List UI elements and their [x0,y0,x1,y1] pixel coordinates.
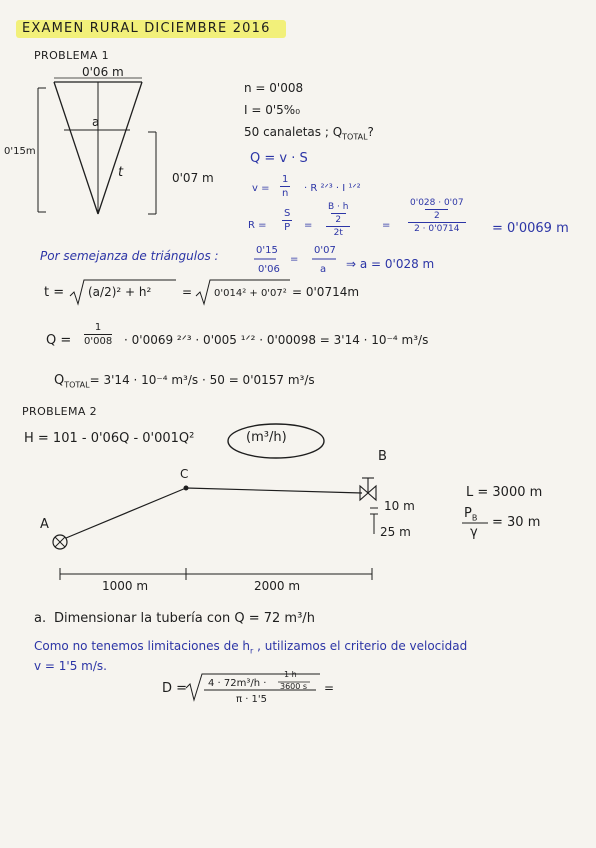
part-a-label: a. [34,611,47,626]
d-line-num: 4 · 72m³/h · [208,678,267,689]
given-question: 50 canaletas ; $Q_{TOTAL}$? [244,125,374,142]
formula-v-frac: 1 n [282,174,289,199]
d-line-lhs: D = [162,681,188,696]
t-line-result: = 0'0714m [292,285,360,299]
given-i: I = 0'5%₀ [244,103,301,117]
t-line-lhs: t = [44,285,65,300]
formula-q: Q = v · S [250,151,308,166]
t-line-radicand1: (a/2)² + h² [88,285,152,299]
formula-r-sp: S P [284,208,291,233]
similarity-text: Por semejanza de triángulos : [40,249,219,263]
q-line-frac: 1 0'008 [84,322,113,347]
formula-v-lhs: v = [252,183,270,194]
similarity-result: ⇒ a = 0'028 m [346,257,435,271]
similarity-eq: = [290,254,299,265]
d-line-den: π · 1'5 [236,694,268,705]
node-a-label: A [40,517,49,532]
note-line-1: Como no tenemos limitaciones de $h_r$ , utilizamos el criterio de velocidad [34,639,468,656]
similarity-f2-den: a [320,264,327,275]
pump-equation: H = 101 - 0'06Q - 0'001Q² [24,431,195,446]
page-title: EXAMEN RURAL DICIEMBRE 2016 [22,21,271,36]
problem1-heading: PROBLEMA 1 [34,49,110,62]
distance-2000m: 2000 m [254,579,301,593]
node-c-label: C [180,467,189,481]
problem2-heading: PROBLEMA 2 [22,405,98,418]
distance-1000m: 1000 m [102,579,149,593]
height-label: 0'15m [4,146,36,157]
t-line-eq: = [182,285,193,299]
q-line-rhs: · 0'0069 ²ᐟ³ · 0'005 ¹ᐟ² · 0'00098 = 3'14 · 10⁻⁴ m³/s [124,333,429,347]
d-line-num-frac-bot: 3600 s [280,682,308,691]
t-line-radicand2: 0'014² + 0'07² [214,288,287,299]
pb-numerator: $P_B$ [464,506,478,523]
note-line-2: v = 1'5 m/s. [34,659,107,673]
similarity-f1-num: 0'15 [256,245,278,256]
d-line-num-frac-top: 1 h [284,670,297,679]
d-line-eq: = [324,681,335,695]
q-line-lhs: Q = [46,333,72,348]
top-width-label: 0'06 m [82,65,124,79]
pump-equation-unit: (m³/h) [246,430,287,445]
height-10m: 10 m [384,499,415,513]
pb-value: = 30 m [492,515,541,530]
height-25m: 25 m [380,525,411,539]
t-label: t [118,165,124,180]
formula-r-result: = 0'0069 m [492,221,569,236]
similarity-f2-num: 0'07 [314,245,336,256]
formula-r-bh: B · h 2 2t [328,202,349,238]
formula-v-rhs: · R ²ᐟ³ · I ¹ᐟ² [304,183,361,194]
formula-r-eq2: = [382,220,391,231]
node-b-label: B [378,449,387,464]
formula-r-values: 0'028 · 0'07 2 2 · 0'0714 [410,198,464,234]
given-n: n = 0'008 [244,81,304,95]
pb-denominator: γ [470,525,478,540]
part-a-text: Dimensionar la tubería con Q = 72 m³/h [54,611,315,626]
formula-r-eq: = [304,220,313,231]
similarity-f1-den: 0'06 [258,264,280,275]
depth-label: 0'07 m [172,171,214,185]
formula-r-lhs: R = [248,220,267,231]
a-label: a [92,115,100,129]
length-label: L = 3000 m [466,485,543,500]
qtotal-line: $Q_{TOTAL}= 3'14 \cdot 10^{-4}$ m³/s · 50 = 0'0157 m³/s [54,373,315,390]
